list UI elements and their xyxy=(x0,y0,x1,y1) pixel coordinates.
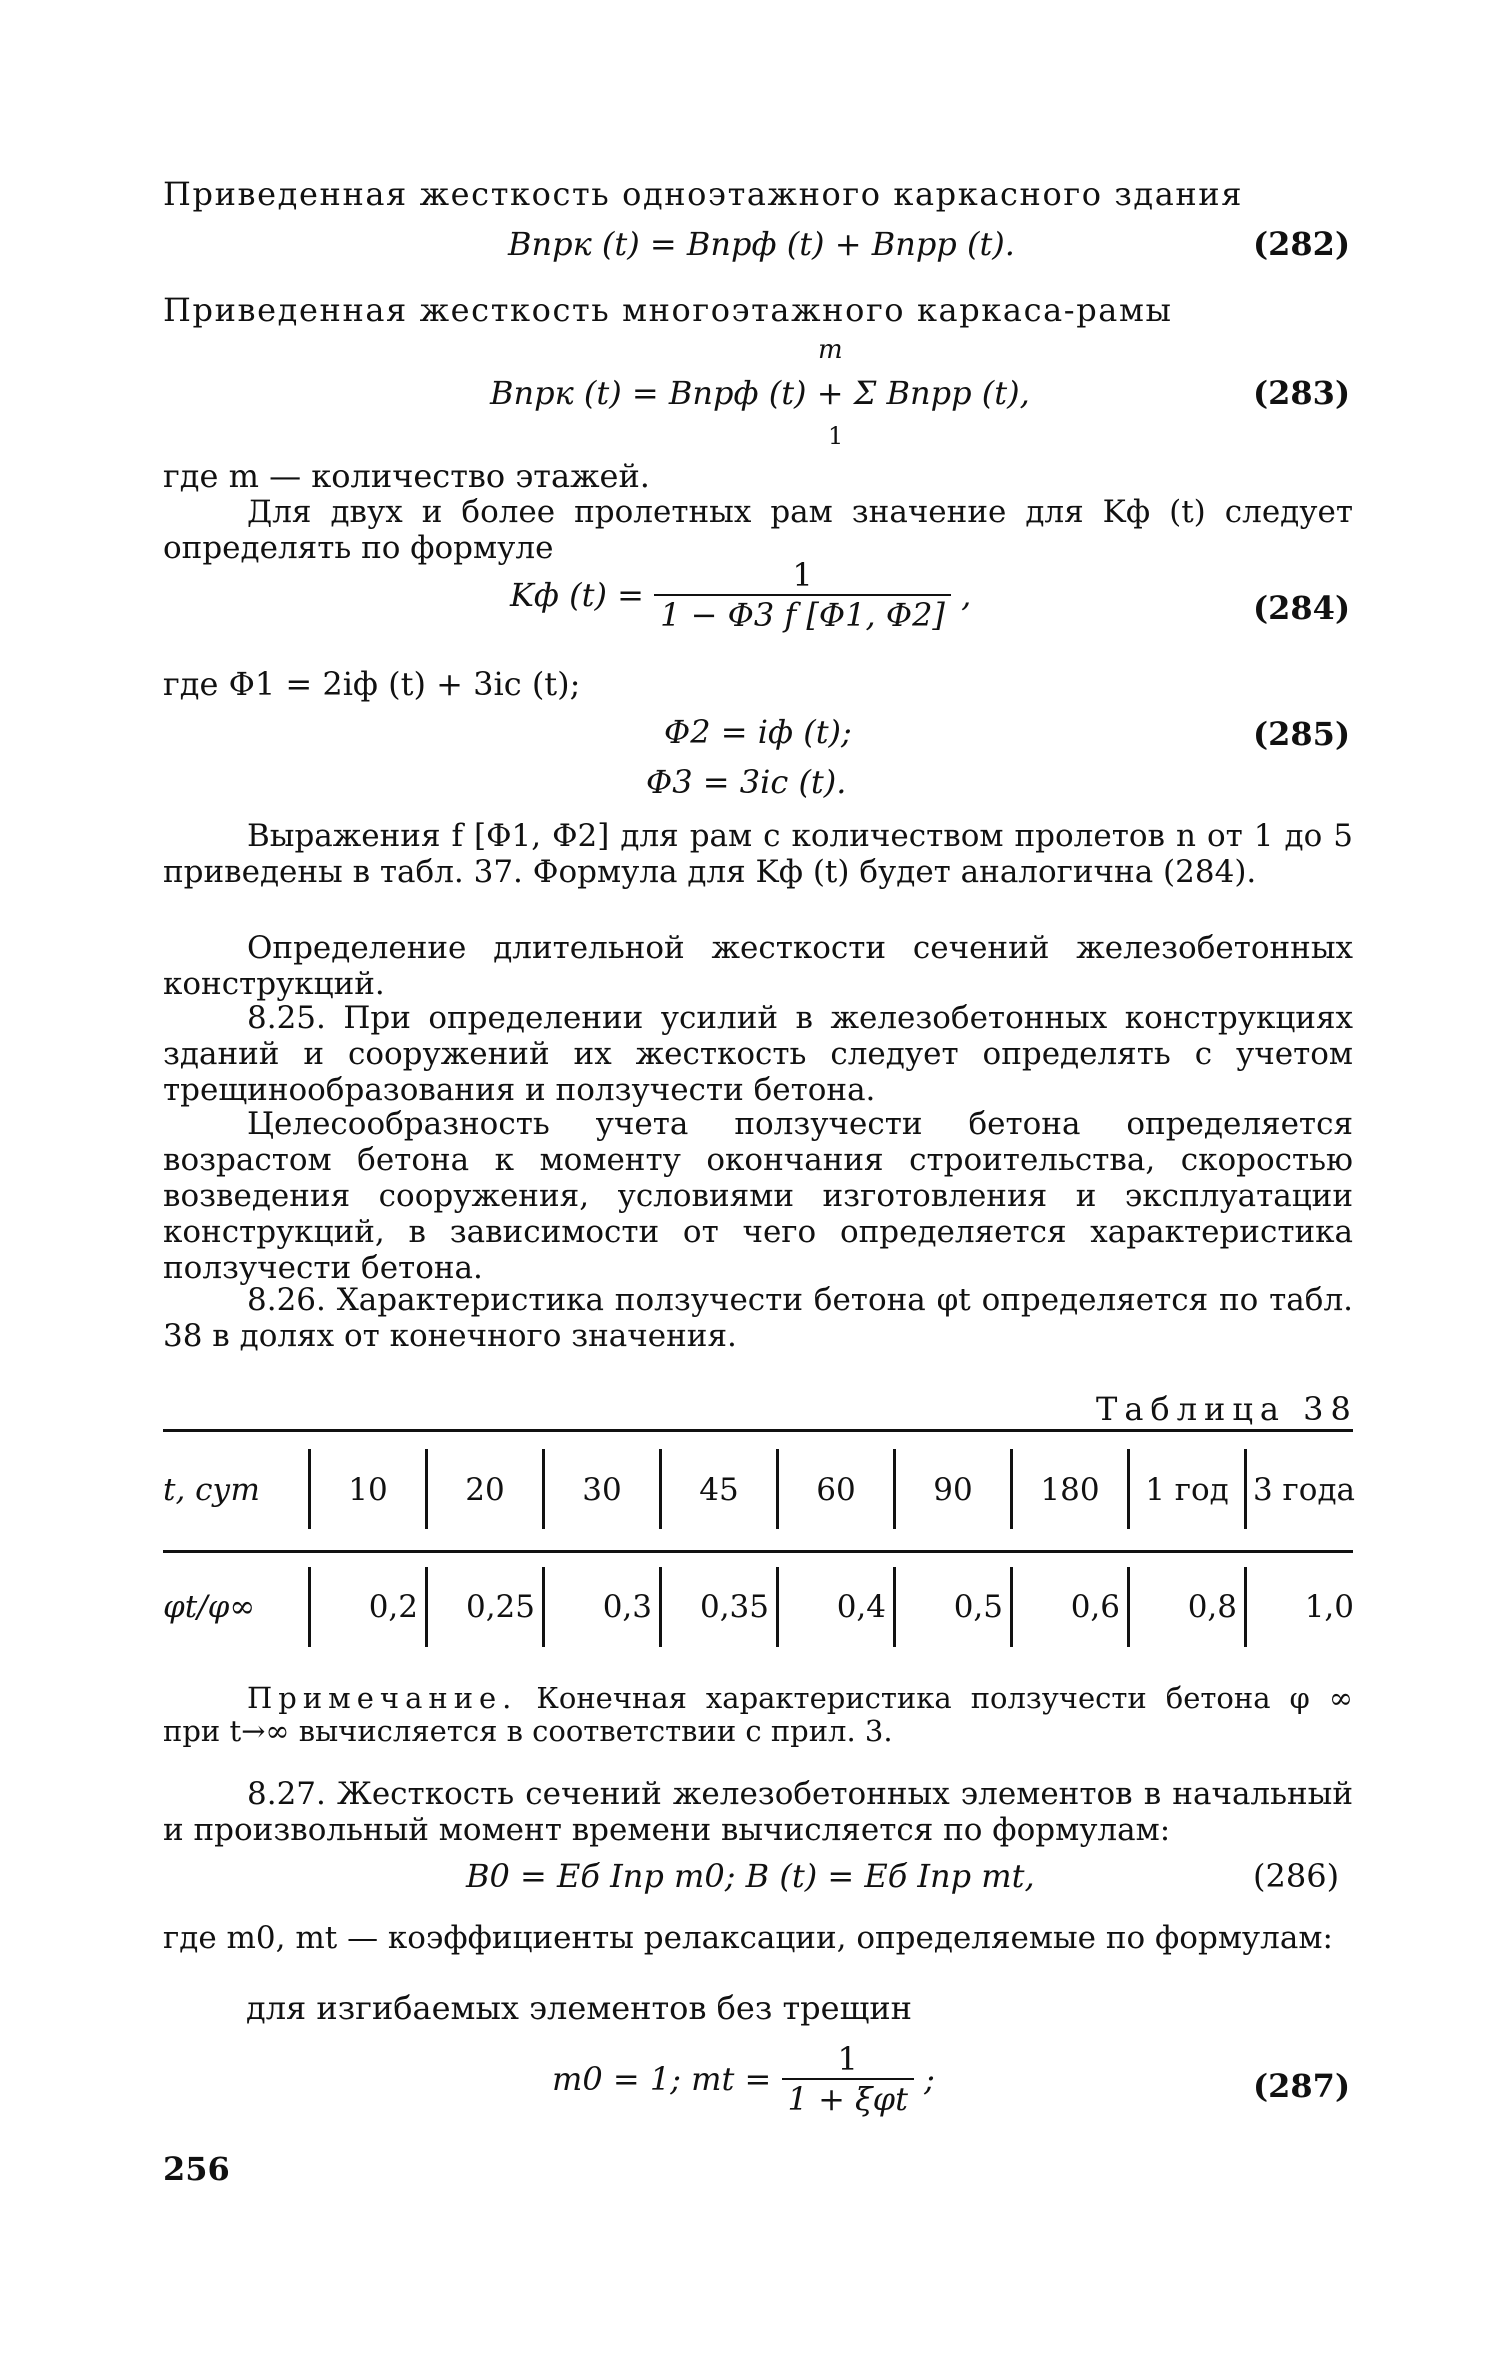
table-header-cell: 3 года xyxy=(1252,1472,1356,1508)
paragraph-coefficients: где m0, mt — коэффициенты релаксации, определяемые по формулам: xyxy=(163,1920,1333,1956)
formula-287-denominator: 1 + ξφt xyxy=(787,2080,908,2118)
table-header-cell: 10 xyxy=(348,1472,388,1508)
paragraph-expediency: Целесообразность учета ползучести бетона определяется возрастом бетона к моменту окончания строительства, скоростью возведения сооружения, условиями изготовления и эксплуатации конструкций, в зависимости от чего определяется характеристика ползучести бетона. xyxy=(163,1106,1353,1286)
paragraph-8-27: 8.27. Жесткость сечений железобетонных элементов в начальный и произвольный момент времени вычисляется по формулам: xyxy=(163,1776,1353,1848)
table-header-label: t, сут xyxy=(163,1472,260,1508)
paragraph-kf: Для двух и более пролетных рам значение для Kф (t) следует определять по формуле xyxy=(163,494,1353,566)
formula-284-comma: , xyxy=(961,576,972,614)
table-header-rule xyxy=(163,1550,1353,1553)
equation-number-286: (286) xyxy=(1253,1857,1340,1895)
intro-line-multi-storey: Приведенная жесткость многоэтажного каркаса-рамы xyxy=(163,291,1173,329)
table-value-cell: 0,3 xyxy=(602,1589,652,1625)
table-38 xyxy=(163,1429,1356,1659)
table-value-cell: 0,2 xyxy=(368,1589,418,1625)
formula-284-left: Kф (t) = xyxy=(510,576,644,614)
where-phi1-line: где Φ1 = 2iф (t) + 3iс (t); xyxy=(163,665,581,703)
table-header-cell: 60 xyxy=(816,1472,856,1508)
paragraph-8-25: 8.25. При определении усилий в железобетонных конструкциях зданий и сооружений их жесткость следует определять с учетом трещинообразования и ползучести бетона. xyxy=(163,1000,1353,1108)
paragraph-8-26: 8.26. Характеристика ползучести бетона φt определяется по табл. 38 в долях от конечного значения. xyxy=(163,1282,1353,1354)
formula-287 xyxy=(552,2040,935,2118)
table-value-cell: 0,6 xyxy=(1070,1589,1120,1625)
formula-287-numerator: 1 xyxy=(782,2040,914,2080)
sum-upper-limit: m xyxy=(818,335,843,365)
table-title: Таблица 38 xyxy=(1096,1390,1358,1428)
sum-lower-limit: 1 xyxy=(828,422,844,450)
formula-282: Bпрк (t) = Bпрф (t) + Bпрр (t). xyxy=(508,225,1015,263)
equation-number-282: (282) xyxy=(1253,225,1351,263)
equation-number-284: (284) xyxy=(1253,589,1351,627)
equation-number-285: (285) xyxy=(1253,715,1351,753)
table-header-cell: 30 xyxy=(582,1472,622,1508)
table-header-cell: 180 xyxy=(1040,1472,1100,1508)
formula-285-phi2: Φ2 = iф (t); xyxy=(664,713,852,751)
formula-287-semicolon: ; xyxy=(924,2060,935,2098)
formula-284-fraction xyxy=(654,556,951,634)
table-header-cell: 90 xyxy=(933,1472,973,1508)
formula-287-fraction xyxy=(782,2040,914,2118)
table-value-cell: 0,4 xyxy=(836,1589,886,1625)
formula-284 xyxy=(510,556,971,634)
formula-283: Bпрк (t) = Bпрф (t) + Σ Bпрр (t), xyxy=(490,374,1030,412)
table-header-cell: 20 xyxy=(465,1472,505,1508)
table-note-text: Конечная характеристика ползучести бетона φ ∞ при t→∞ вычисляется в соответствии с прил. 3. xyxy=(163,1681,1353,1748)
table-header-cell: 1 год xyxy=(1145,1472,1229,1508)
table-value-cell: 0,25 xyxy=(465,1589,535,1625)
bending-elements-line: для изгибаемых элементов без трещин xyxy=(246,1989,912,2027)
table-header-cell: 45 xyxy=(699,1472,739,1508)
table-value-cell: 0,35 xyxy=(699,1589,769,1625)
table-value-cell: 1,0 xyxy=(1304,1589,1354,1625)
where-m-line: где m — количество этажей. xyxy=(163,457,650,495)
page-number: 256 xyxy=(163,2150,230,2188)
formula-286: B0 = Eб Iпр m0; B (t) = Eб Iпр mt, xyxy=(466,1857,1035,1895)
equation-number-283: (283) xyxy=(1253,374,1351,412)
formula-284-denominator: 1 − Φ3 f [Φ1, Φ2] xyxy=(660,596,945,634)
table-value-cell: 0,5 xyxy=(953,1589,1003,1625)
intro-line-single-storey: Приведенная жесткость одноэтажного каркасного здания xyxy=(163,175,1244,213)
formula-287-left: m0 = 1; mt = xyxy=(552,2060,772,2098)
formula-284-numerator: 1 xyxy=(654,556,951,596)
equation-number-287: (287) xyxy=(1253,2067,1351,2105)
table-value-cell: 0,8 xyxy=(1187,1589,1237,1625)
paragraph-long-term-stiffness: Определение длительной жесткости сечений железобетонных конструкций. xyxy=(163,930,1353,1002)
paragraph-expressions: Выражения f [Φ1, Φ2] для рам с количеством пролетов n от 1 до 5 приведены в табл. 37. Формула для Kф (t) будет аналогична (284). xyxy=(163,818,1353,890)
table-note xyxy=(163,1682,1353,1748)
table-note-label: Примечание. xyxy=(247,1681,518,1715)
formula-285-phi3: Φ3 = 3iс (t). xyxy=(646,763,847,801)
table-top-rule xyxy=(163,1429,1353,1432)
table-row-label: φt/φ∞ xyxy=(163,1589,256,1625)
